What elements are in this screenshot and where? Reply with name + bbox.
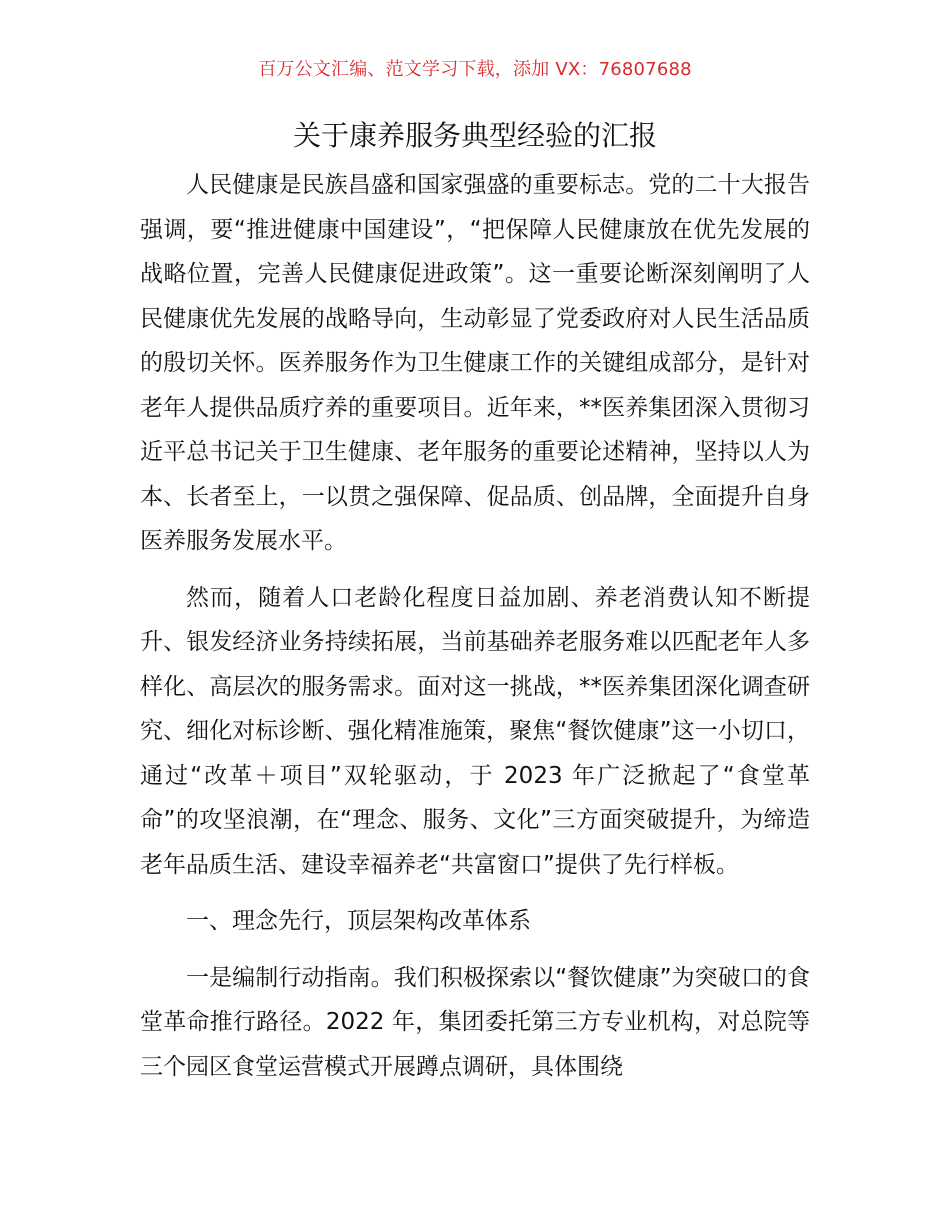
paragraph-action-guide: 一是编制行动指南。我们积极探索以“餐饮健康”为突破口的食堂革命推行路径。2022 年，集团委托第三方专业机构，对总院等三个园区食堂运营模式开展蹲点调研，具体围绕 — [140, 964, 810, 1080]
document-body — [140, 163, 810, 1101]
paragraph-intro: 人民健康是民族昌盛和国家强盛的重要标志。党的二十大报告强调，要“推进健康中国建设”，“把保障人民健康放在优先发展的战略位置，完善人民健康促进政策”。这一重要论断深刻阐明了人民健康优先发展的战略导向，生动彰显了党委政府对人民生活品质的殷切关怀。医养服务作为卫生健康工作的关键组成部分，是针对老年人提供品质疗养的重要项目。近年来，**医养集团深入贯彻习近平总书记关于卫生健康、老年服务的重要论述精神，坚持以人为本、长者至上，一以贯之强保障、促品质、创品牌，全面提升自身医养服务发展水平。 — [140, 172, 810, 554]
document-title: 关于康养服务典型经验的汇报 — [292, 119, 657, 152]
watermark-header: 百万公文汇编、范文学习下载，添加 VX：76807688 — [258, 59, 692, 80]
section-heading-1: 一、理念先行，顶层架构改革体系 — [186, 908, 531, 934]
paragraph-challenge: 然而，随着人口老龄化程度日益加剧、养老消费认知不断提升、银发经济业务持续拓展，当前基础养老服务难以匹配老年人多样化、高层次的服务需求。面对这一挑战，**医养集团深化调查研究、细化对标诊断、强化精准施策，聚焦“餐饮健康”这一小切口，通过“改革＋项目”双轮驱动，于 2023 年广泛掀起了“食堂革命”的攻坚浪潮，在“理念、服务、文化”三方面突破提升，为缔造老年品质生活、建设幸福养老“共富窗口”提供了先行样板。 — [140, 584, 810, 878]
